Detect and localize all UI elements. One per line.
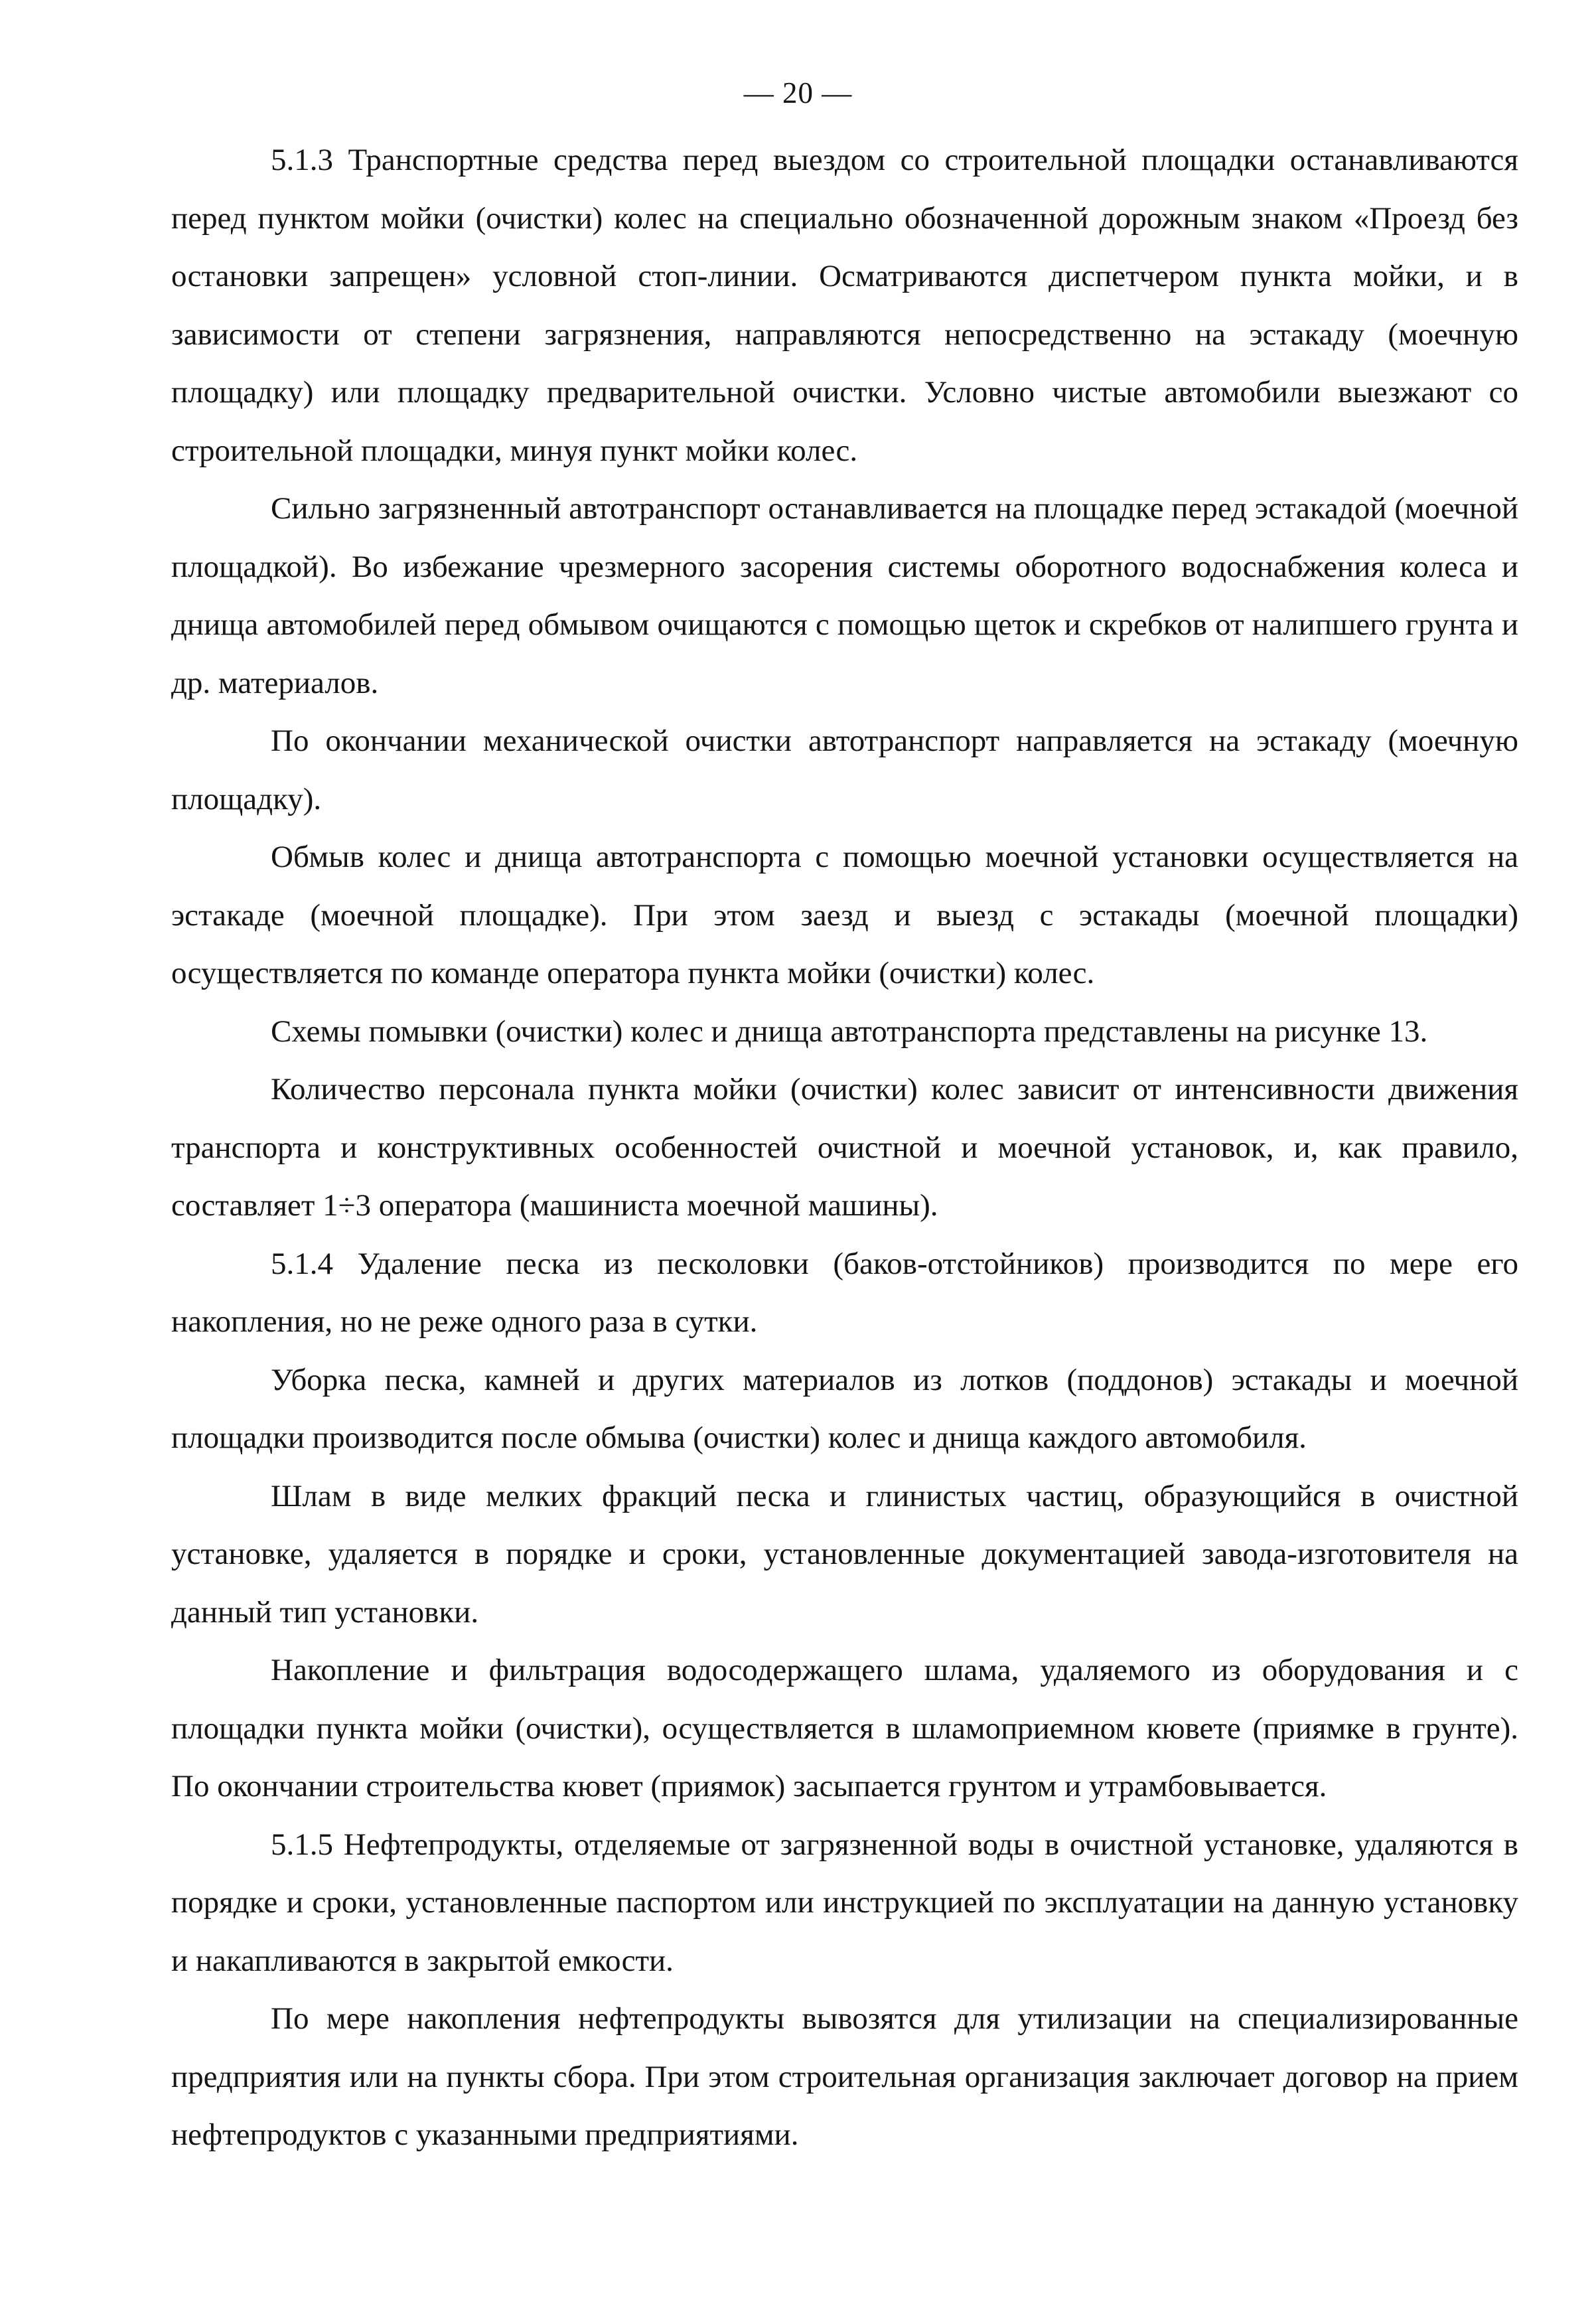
- paragraph-after-mechanical-cleaning: По окончании механической очистки автотранспорт направляется на эстакаду (моечную площадку).: [171, 724, 1518, 816]
- paragraph-sludge: Шлам в виде мелких фракций песка и глинистых частиц, образующийся в очистной установке, удаляется в порядке и сроки, установленные документацией завода-изготовителя на данный тип установки.: [171, 1478, 1518, 1630]
- paragraph-5-1-3: 5.1.3 Транспортные средства перед выездом со строительной площадки останавливаются перед пунктом мойки (очистки) колес на специально обозначенной дорожным знаком «Проезд без остановки запрещен» условной стоп-линии. Осматриваются диспетчером пункта мойки, и в зависимости от степени загрязнения, направляются непосредственно на эстакаду (моечную площадку) или площадку предварительной очистки. Условно чистые автомобили выезжают со строительной площадки, минуя пункт мойки колес.: [171, 143, 1518, 468]
- paragraph-sand-removal: Уборка песка, камней и других материалов из лотков (поддонов) эстакады и моечной площадки производится после обмыва (очистки) колес и днища каждого автомобиля.: [171, 1362, 1518, 1455]
- paragraph-personnel: Количество персонала пункта мойки (очистки) колес зависит от интенсивности движения транспорта и конструктивных особенностей очистной и моечной установок, и, как правило, составляет 1÷3 оператора (машиниста моечной машины).: [171, 1072, 1518, 1223]
- paragraph-sludge-accumulation: Накопление и фильтрация водосодержащего шлама, удаляемого из оборудования и с площадки пункта мойки (очистки), осуществляется в шламоприемном кювете (приямке в грунте). По окончании строительства кювет (приямок) засыпается грунтом и утрамбовывается.: [171, 1653, 1518, 1803]
- page-number: — 20 —: [743, 76, 853, 110]
- paragraph-5-1-5: 5.1.5 Нефтепродукты, отделяемые от загрязненной воды в очистной установке, удаляются в порядке и сроки, установленные паспортом или инструкцией по эксплуатации на данную установку и накапливаются в закрытой емкости.: [171, 1827, 1518, 1978]
- paragraph-oil-disposal: По мере накопления нефтепродукты вывозятся для утилизации на специализированные предприятия или на пункты сбора. При этом строительная организация заключает договор на прием нефтепродуктов с указанными предприятиями.: [171, 2001, 1518, 2152]
- paragraph-heavy-dirt: Сильно загрязненный автотранспорт останавливается на площадке перед эстакадой (моечной площадкой). Во избежание чрезмерного засорения системы оборотного водоснабжения колеса и днища автомобилей перед обмывом очищаются с помощью щеток и скребков от налипшего грунта и др. материалов.: [171, 491, 1518, 700]
- paragraph-5-1-4: 5.1.4 Удаление песка из песколовки (баков-отстойников) производится по мере его накопления, но не реже одного раза в сутки.: [171, 1246, 1518, 1339]
- paragraph-schemes: Схемы помывки (очистки) колес и днища автотранспорта представлены на рисунке 13.: [271, 1014, 1428, 1049]
- document-body: [171, 131, 1518, 2165]
- paragraph-washing: Обмыв колес и днища автотранспорта с помощью моечной установки осуществляется на эстакаде (моечной площадке). При этом заезд и выезд с эстакады (моечной площадки) осуществляется по команде оператора пункта мойки (очистки) колес.: [171, 840, 1518, 990]
